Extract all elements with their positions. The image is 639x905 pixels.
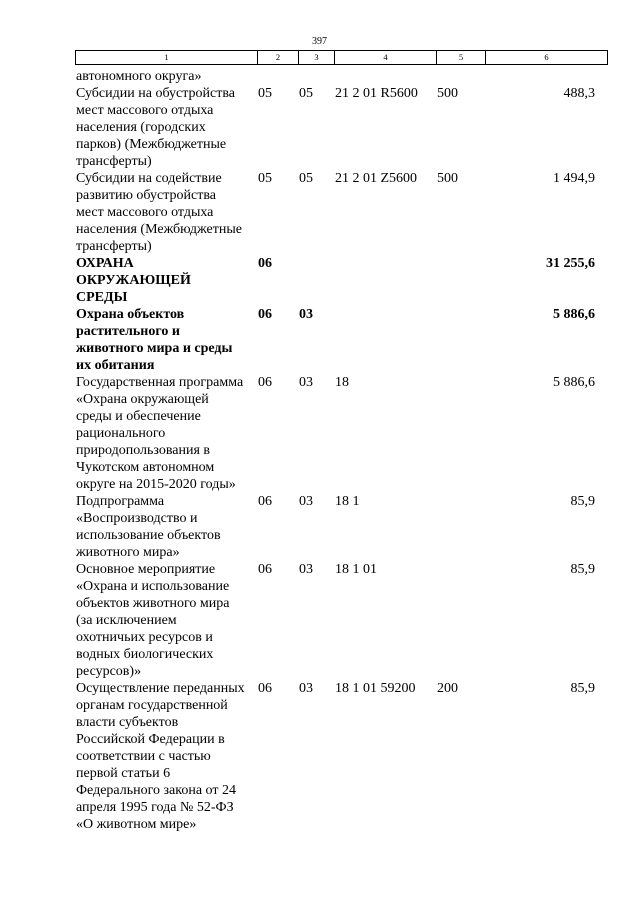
table-row <box>0 255 639 306</box>
table-row <box>0 306 639 374</box>
row-amount: 1 494,9 <box>553 171 595 186</box>
table-row <box>0 68 639 85</box>
row-expense-type: 500 <box>437 171 458 186</box>
row-target-article: 18 1 <box>335 494 360 509</box>
row-section: 06 <box>258 494 272 509</box>
row-expense-type: 200 <box>437 681 458 696</box>
row-name: Государственная программа «Охрана окружающей среды и обеспечение рационального природопользования в Чукотском автономном округе на 2015-2020 годы» <box>76 375 244 492</box>
row-name: Подпрограмма «Воспроизводство и использование объектов животного мира» <box>76 494 221 560</box>
row-subsection: 03 <box>299 562 313 577</box>
row-section: 06 <box>258 307 272 322</box>
row-amount: 85,9 <box>570 562 595 577</box>
row-name: Субсидии на обустройства мест массового отдыха населения (городских парков) (Межбюджетные трансферты) <box>76 86 236 169</box>
table-row <box>0 561 639 680</box>
column-header-2: 2 <box>258 51 299 65</box>
page-number: 397 <box>312 36 327 47</box>
column-header-5: 5 <box>437 51 486 65</box>
row-subsection: 05 <box>299 86 313 101</box>
row-section: 06 <box>258 562 272 577</box>
row-expense-type: 500 <box>437 86 458 101</box>
table-row <box>0 374 639 493</box>
table-row <box>0 680 639 833</box>
table-row <box>0 85 639 170</box>
row-subsection: 03 <box>299 307 313 322</box>
table-row <box>0 493 639 561</box>
row-amount: 85,9 <box>570 681 595 696</box>
row-subsection: 03 <box>299 681 313 696</box>
row-section: 05 <box>258 86 272 101</box>
row-amount: 5 886,6 <box>553 307 595 322</box>
row-subsection: 03 <box>299 375 313 390</box>
table-row <box>0 170 639 255</box>
row-target-article: 18 1 01 59200 <box>335 681 416 696</box>
row-subsection: 05 <box>299 171 313 186</box>
row-subsection: 03 <box>299 494 313 509</box>
row-name: автономного округа» <box>76 69 202 84</box>
row-target-article: 21 2 01 Z5600 <box>335 171 418 186</box>
column-header-4: 4 <box>335 51 437 65</box>
column-header-3: 3 <box>299 51 335 65</box>
row-target-article: 21 2 01 R5600 <box>335 86 418 101</box>
budget-table-body <box>0 68 639 833</box>
row-section: 06 <box>258 256 272 271</box>
column-header-1: 1 <box>76 51 258 65</box>
row-target-article: 18 1 01 <box>335 562 377 577</box>
row-name: Охрана объектов растительного и животного мира и среды их обитания <box>76 307 233 373</box>
row-section: 06 <box>258 681 272 696</box>
row-amount: 5 886,6 <box>553 375 595 390</box>
row-amount: 85,9 <box>570 494 595 509</box>
row-amount: 31 255,6 <box>546 256 595 271</box>
row-amount: 488,3 <box>563 86 595 101</box>
row-name: ОХРАНА ОКРУЖАЮЩЕЙ СРЕДЫ <box>76 256 191 305</box>
row-name: Субсидии на содействие развитию обустройства мест массового отдыха населения (Межбюджетные трансферты) <box>76 171 242 254</box>
column-header-row <box>75 50 608 65</box>
row-name: Основное мероприятие «Охрана и использование объектов животного мира (за исключением охотничьих ресурсов и водных биологических ресурсов)» <box>76 562 230 679</box>
row-section: 05 <box>258 171 272 186</box>
column-header-6: 6 <box>486 51 608 65</box>
row-target-article: 18 <box>335 375 349 390</box>
row-name: Осуществление переданных органам государственной власти субъектов Российской Федерации в соответствии с частью первой статьи 6 Федерального закона от 24 апреля 1995 года № 52-ФЗ «О животном мире» <box>76 681 245 832</box>
row-section: 06 <box>258 375 272 390</box>
